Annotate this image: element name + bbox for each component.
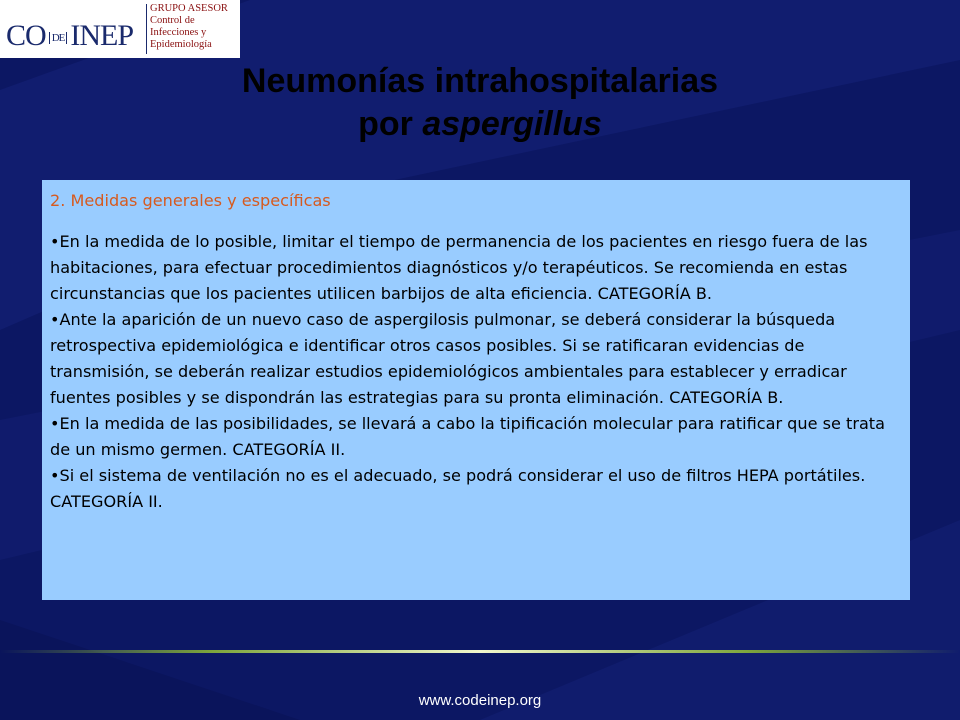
slide-title-italic: aspergillus <box>422 105 602 143</box>
logo-mark-mid: DE <box>49 32 68 44</box>
logo-org-line: GRUPO ASESOR <box>150 3 228 14</box>
logo-org-line: Control de <box>150 15 195 26</box>
logo-mark-right: INEP <box>70 19 134 52</box>
logo-wordmark <box>6 20 133 52</box>
section-heading: 2. Medidas generales y específicas <box>50 191 331 210</box>
slide-title <box>100 60 860 146</box>
bullet-item: •Ante la aparición de un nuevo caso de aspergilosis pulmonar, se deberá considerar la búsqueda retrospectiva epidemiológica e identificar otros casos posibles. Si se ratificaran evidencias de transmisión, se deberán realizar estudios epidemiológicos ambientales para establecer y erradicar fuentes posibles y se dispondrán las estrategias para su pronta eliminación. CATEGORÍA B. <box>50 310 847 407</box>
footer-divider <box>0 650 960 653</box>
slide-title-prefix: por <box>358 105 423 143</box>
content-box <box>42 180 910 600</box>
logo-divider <box>146 4 147 54</box>
footer-url[interactable]: www.codeinep.org <box>418 692 542 709</box>
slide-title-line1: Neumonías intrahospitalarias <box>241 62 719 100</box>
bullet-item: •Si el sistema de ventilación no es el adecuado, se podrá considerar el uso de filtros HEPA portátiles. CATEGORÍA II. <box>50 466 866 511</box>
slide-title-line2 <box>100 103 860 146</box>
logo-org-line: Infecciones y <box>150 27 207 38</box>
logo-org-name <box>150 3 238 51</box>
codeinep-logo <box>0 0 240 58</box>
bullet-item: •En la medida de lo posible, limitar el tiempo de permanencia de los pacientes en riesgo fuera de las habitaciones, para efectuar procedimientos diagnósticos y/o terapéuticos. Se recomienda en estas circunstancias que los pacientes utilicen barbijos de alta eficiencia. CATEGORÍA B. <box>50 232 868 303</box>
bullet-item: •En la medida de las posibilidades, se llevará a cabo la tipificación molecular para ratificar que se trata de un mismo germen. CATEGORÍA II. <box>50 414 885 459</box>
logo-org-line: Epidemiología <box>150 39 212 50</box>
logo-mark-left: CO <box>6 19 46 52</box>
